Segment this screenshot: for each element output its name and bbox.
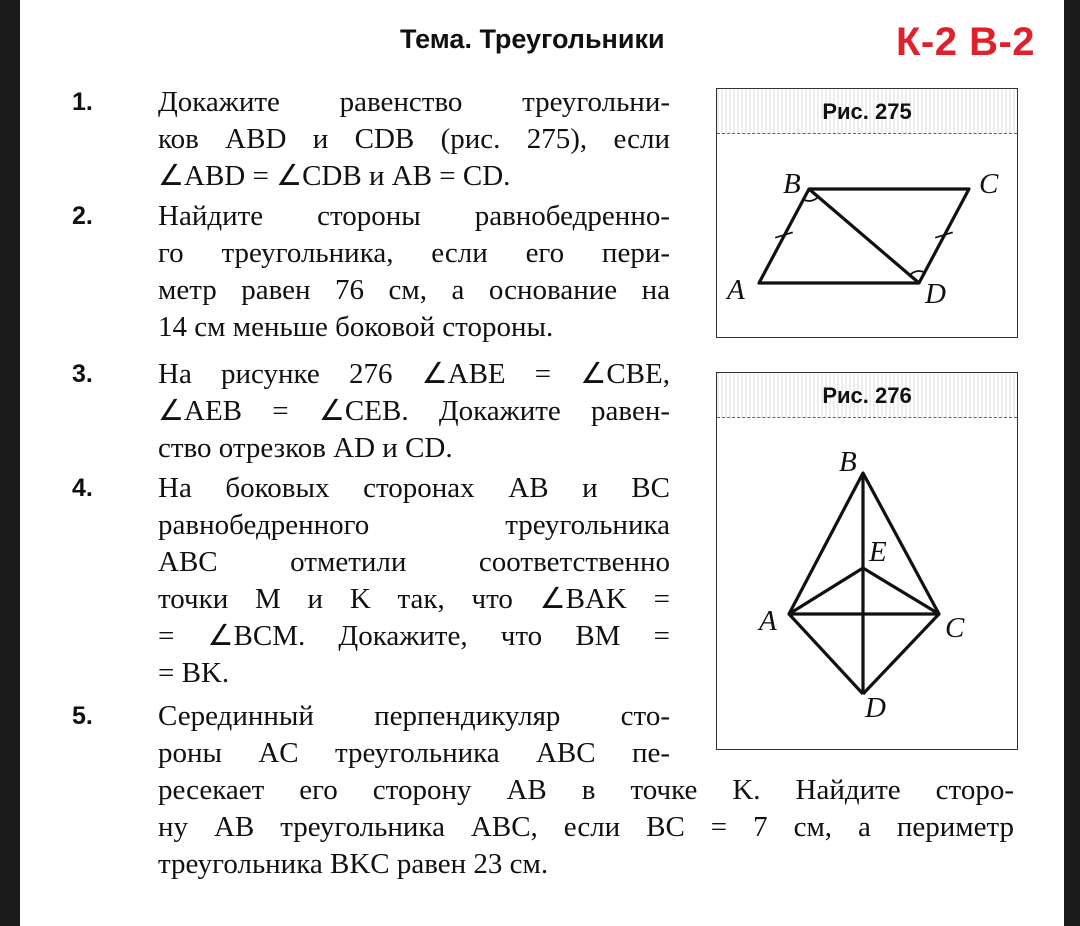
task-3-line: ∠AEB = ∠CEB. Докажите равен-: [158, 395, 670, 427]
variant-label: К-2 В-2: [896, 20, 1036, 64]
task-1-number: 1.: [72, 88, 93, 116]
point-label-b: B: [783, 168, 801, 200]
worksheet-page: [20, 0, 1064, 926]
task-2-number: 2.: [72, 202, 93, 230]
point-label-c: C: [945, 612, 965, 644]
point-label-d: D: [865, 692, 886, 724]
point-label-c: C: [979, 168, 999, 200]
task-4-line: равнобедренного треугольника: [158, 509, 670, 541]
task-4-line: ABC отметили соответственно: [158, 546, 670, 578]
task-2-line: метр равен 76 см, а основание на: [158, 274, 670, 306]
parallelogram-diagram: [717, 89, 1017, 337]
figure-276: [716, 372, 1018, 750]
task-5-line: ресекает его сторону AB в точке K. Найдите сторо-: [158, 774, 1014, 806]
figure-275-caption: Рис. 275: [822, 99, 912, 124]
topic-title: Тема. Треугольники: [400, 24, 665, 54]
task-2-line: го треугольника, если его пери-: [158, 237, 670, 269]
task-5-line: Серединный перпендикуляр сто-: [158, 700, 670, 732]
point-label-b: B: [839, 446, 857, 478]
segment-ad: [789, 614, 863, 694]
task-4-line: = ∠BCM. Докажите, что BM =: [158, 620, 670, 652]
task-2-line: 14 см меньше боковой стороны.: [158, 311, 554, 343]
task-5-line: ну AB треугольника ABC, если BC = 7 см, а периметр: [158, 811, 1014, 843]
kite-diagram: [717, 373, 1017, 749]
task-1-line: Докажите равенство треугольни-: [158, 86, 670, 118]
diagonal-bd: [809, 189, 919, 283]
task-5-line: роны AC треугольника ABC пе-: [158, 737, 670, 769]
task-4-number: 4.: [72, 474, 93, 502]
point-label-d: D: [925, 278, 946, 310]
point-label-a: A: [727, 274, 745, 306]
task-4-line: точки M и K так, что ∠BAK =: [158, 583, 670, 615]
point-label-e: E: [869, 536, 887, 568]
task-1-line: ∠ABD = ∠CDB и AB = CD.: [158, 160, 511, 192]
figure-275: [716, 88, 1018, 338]
point-label-a: A: [759, 605, 777, 637]
task-4-line: На боковых сторонах AB и BC: [158, 472, 670, 504]
task-5-line: треугольника BKC равен 23 см.: [158, 848, 549, 880]
task-3-number: 3.: [72, 360, 93, 388]
task-3-line: На рисунке 276 ∠ABE = ∠CBE,: [158, 358, 670, 390]
task-2-line: Найдите стороны равнобедренно-: [158, 200, 670, 232]
task-1-line: ков ABD и CDB (рис. 275), если: [158, 123, 670, 155]
task-3-line: ство отрезков AD и CD.: [158, 432, 453, 464]
task-5-number: 5.: [72, 702, 93, 730]
figure-276-caption: Рис. 276: [822, 383, 912, 408]
segment-dc: [863, 614, 939, 694]
task-4-line: = BK.: [158, 657, 230, 689]
